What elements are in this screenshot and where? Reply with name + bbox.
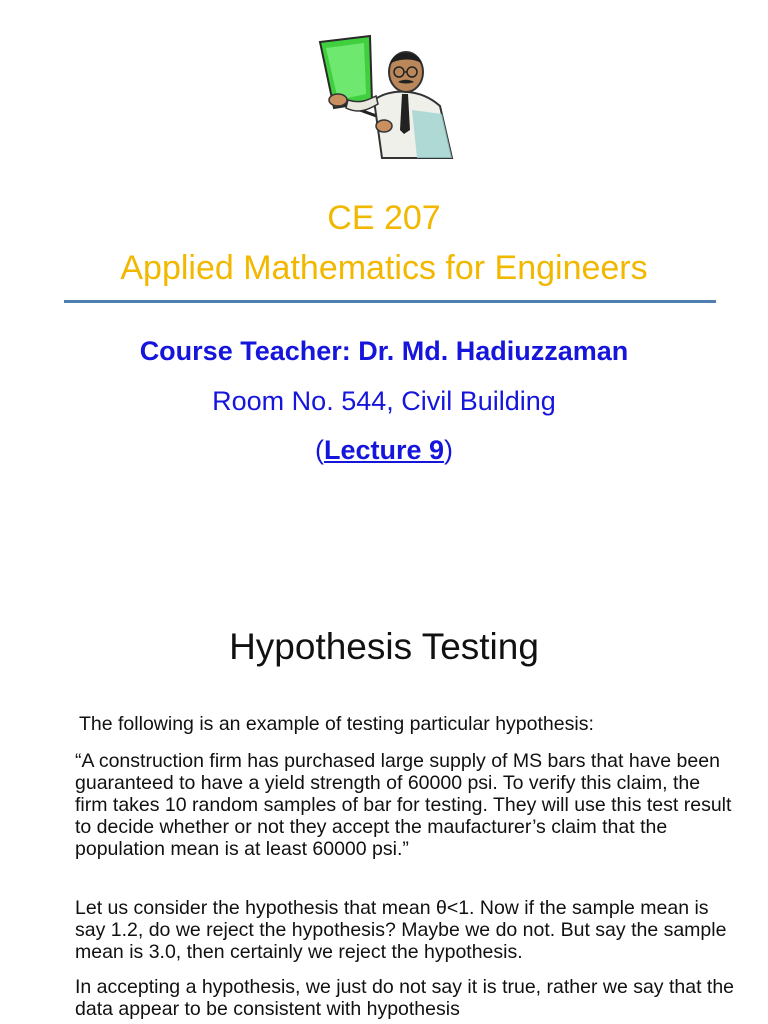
hypothesis-paragraph: Let us consider the hypothesis that mean θ<1. Now if the sample mean is say 1.2, do we reject the hypothesis? Maybe we do not. But say the sample mean is 3.0, then certainly we reject the hypothesis. — [75, 897, 727, 963]
title-divider — [64, 300, 716, 303]
accepting-paragraph: In accepting a hypothesis, we just do not say it is true, rather we say that the data appear to be consistent with hypothesis — [75, 976, 735, 1020]
lecture-number — [0, 432, 768, 468]
example-paragraph: “A construction firm has purchased large supply of MS bars that have been guaranteed to have a yield strength of 60000 psi. To verify this claim, the firm takes 10 random samples of bar for testing. They will use this test result to decide whether or not they accept the maufacturer’s claim that the population mean is at least 60000 psi.” — [75, 750, 732, 860]
course-name: Applied Mathematics for Engineers — [120, 249, 648, 287]
course-code: CE 207 — [327, 199, 441, 237]
lecture-close-paren: ) — [444, 435, 454, 465]
teacher-pointing-at-board-icon — [312, 30, 462, 165]
room-number: Room No. 544, Civil Building — [212, 386, 556, 416]
intro-paragraph: The following is an example of testing particular hypothesis: — [79, 713, 594, 735]
course-teacher: Course Teacher: Dr. Md. Hadiuzzaman — [139, 336, 629, 366]
topic-title: Hypothesis Testing — [229, 626, 539, 667]
lecture-label: Lecture 9 — [323, 435, 445, 465]
lecture-open-paren: ( — [314, 435, 324, 465]
